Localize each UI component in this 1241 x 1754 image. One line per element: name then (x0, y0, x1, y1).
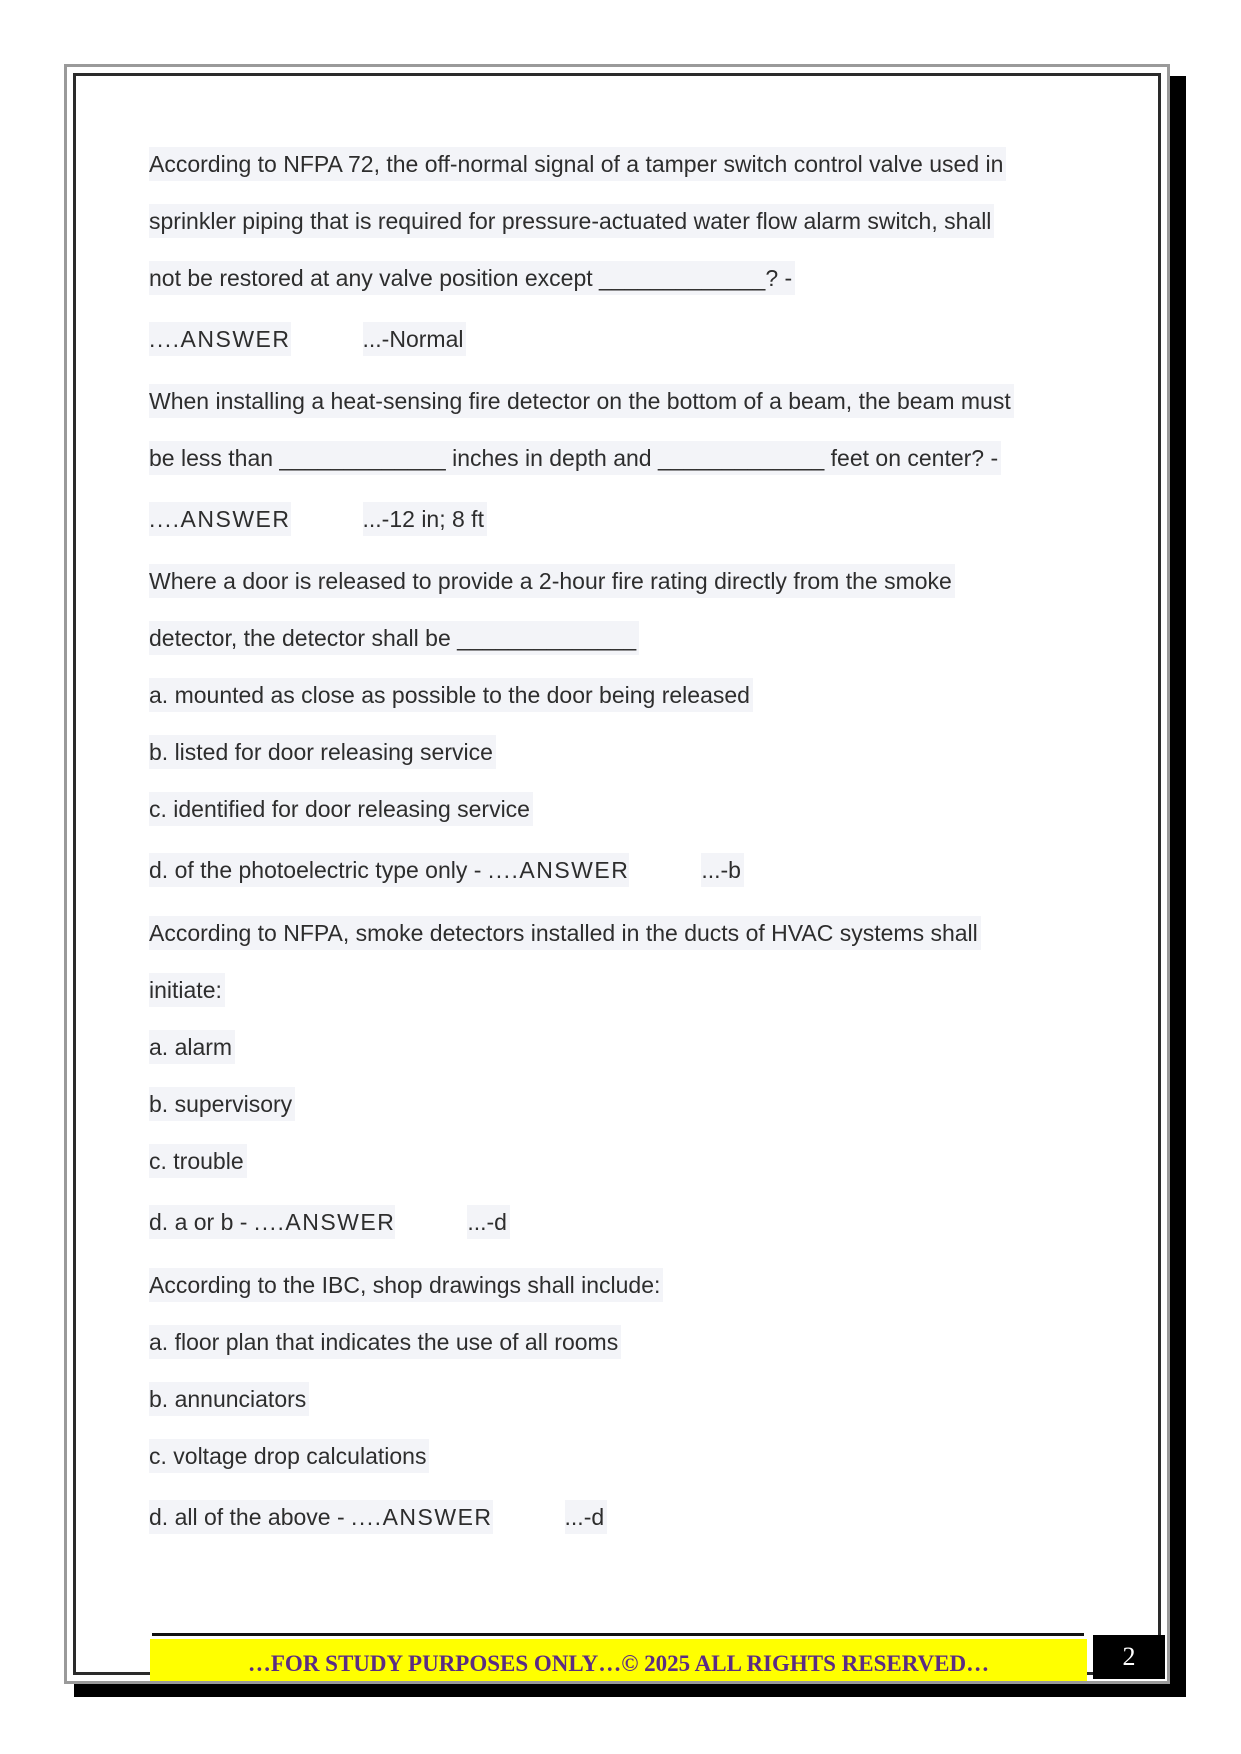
answer-label: ....ANSWER (487, 857, 630, 883)
question-4-option-c: c. trouble (149, 1144, 247, 1178)
option-d: d. of the photoelectric type only - (149, 857, 488, 883)
question-4-line-1: According to NFPA, smoke detectors installed in the ducts of HVAC systems shall (149, 916, 981, 950)
footer-divider (152, 1633, 1084, 1636)
option-d: d. all of the above - (149, 1504, 352, 1530)
question-5-line-1: According to the IBC, shop drawings shall include: (149, 1268, 663, 1302)
question-4-answer (149, 1205, 510, 1239)
question-4-option-b: b. supervisory (149, 1087, 295, 1121)
answer-value: ...-b (701, 857, 741, 883)
question-2-answer (149, 502, 487, 536)
question-1-line-3: not be restored at any valve position except _____________? - (149, 261, 795, 295)
question-1-answer (149, 322, 466, 356)
answer-label: ....ANSWER (351, 1504, 493, 1530)
question-3-line-2: detector, the detector shall be ______________ (149, 621, 639, 655)
question-4-line-2: initiate: (149, 973, 225, 1007)
answer-value: ...-12 in; 8 ft (362, 506, 484, 532)
answer-value: ...-d (467, 1209, 507, 1235)
answer-value: ...-d (564, 1504, 605, 1530)
question-5-answer (149, 1500, 607, 1534)
question-5-option-b: b. annunciators (149, 1382, 309, 1416)
question-1-line-1: According to NFPA 72, the off-normal signal of a tamper switch control valve used in (149, 147, 1006, 181)
question-3-line-1: Where a door is released to provide a 2-hour fire rating directly from the smoke (149, 564, 955, 598)
question-3-option-a: a. mounted as close as possible to the door being released (149, 678, 753, 712)
question-1-line-2: sprinkler piping that is required for pressure-actuated water flow alarm switch, shall (149, 204, 994, 238)
question-3-option-b: b. listed for door releasing service (149, 735, 496, 769)
option-d: d. a or b - (149, 1209, 254, 1235)
question-2-line-2: be less than _____________ inches in depth and _____________ feet on center? - (149, 441, 1001, 475)
question-3-option-c: c. identified for door releasing service (149, 792, 533, 826)
answer-label: ....ANSWER (149, 326, 291, 352)
answer-label: ....ANSWER (253, 1209, 396, 1235)
question-5-option-a: a. floor plan that indicates the use of all rooms (149, 1325, 621, 1359)
question-5-option-c: c. voltage drop calculations (149, 1439, 429, 1473)
answer-label: ....ANSWER (149, 506, 291, 532)
page-number: 2 (1093, 1635, 1165, 1679)
question-4-option-a: a. alarm (149, 1030, 235, 1064)
question-3-answer (149, 853, 744, 887)
answer-value: ...-Normal (362, 326, 464, 352)
question-2-line-1: When installing a heat-sensing fire detector on the bottom of a beam, the beam must (149, 384, 1014, 418)
footer-notice: …FOR STUDY PURPOSES ONLY…© 2025 ALL RIGHTS RESERVED… (150, 1639, 1087, 1681)
